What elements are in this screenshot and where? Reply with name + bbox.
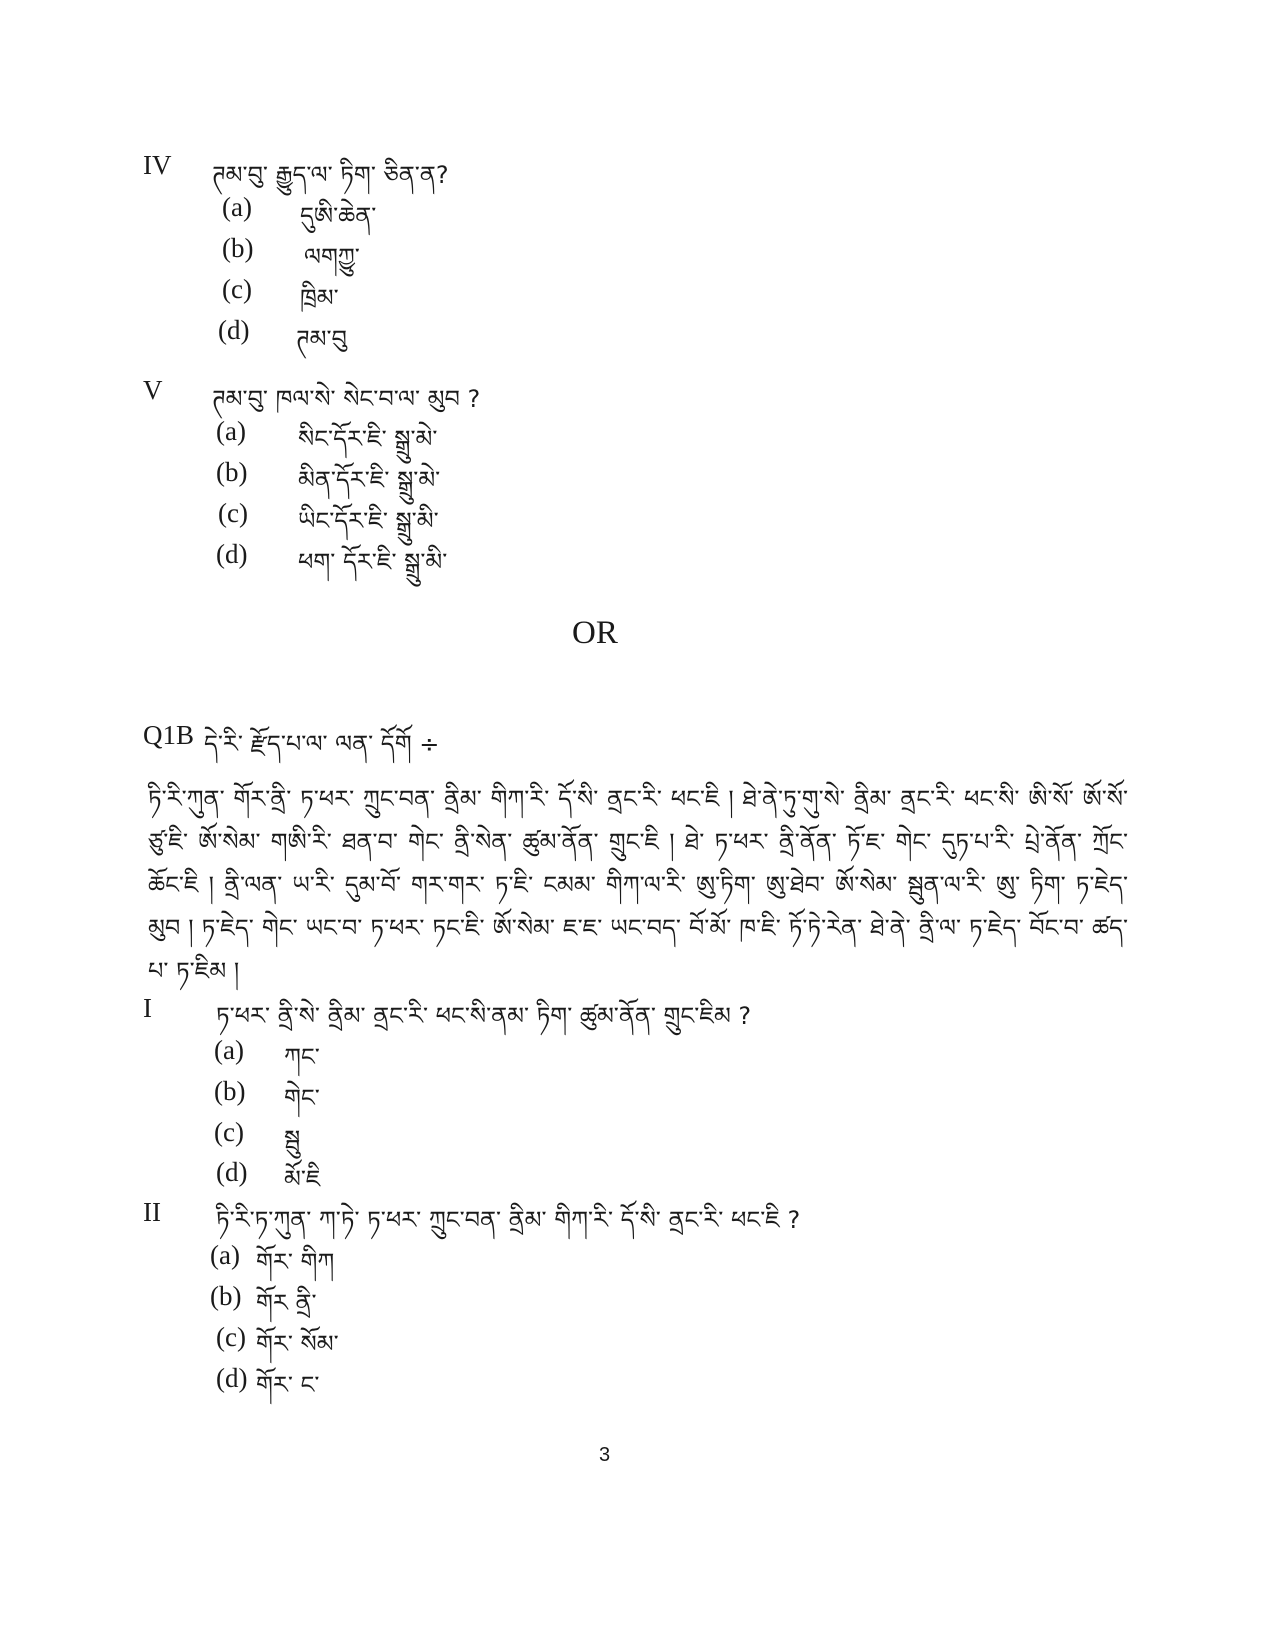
q-v-option-a-text: སིང་དོར་ཇི་ སྒྲུ་མེ་ — [298, 425, 438, 453]
question-i-number: I — [143, 993, 152, 1023]
q-ii-option-b-label: (b) — [210, 1281, 242, 1311]
q-v-option-b-label: (b) — [216, 457, 248, 487]
q-i-option-a-text: ཀང་ — [284, 1043, 320, 1071]
q-ii-option-c-label: (c) — [216, 1322, 246, 1352]
q1b-label: Q1B — [143, 720, 195, 750]
q-v-option-d-label: (d) — [216, 539, 248, 569]
q-i-option-a-label: (a) — [214, 1035, 244, 1065]
q-iv-option-b-text: ལགཀྱུ་ — [304, 243, 360, 271]
question-ii-text: ཏི་རི་ཏ་ཀུན་ ཀ་ཏེ་ ཏ་ཕར་ ཀྲུང་བན་ ནྲིམ་ གིཀ་རི་ དོ་སི་ ནྲང་རི་ ཕང་ཇི ? — [216, 1206, 801, 1234]
question-ii-number: II — [143, 1197, 161, 1227]
question-i-text: ཏ་ཕར་ ནྲི་སེ་ ནྲིམ་ ནྲང་རི་ ཕང་སི་ནམ་ ཏིག་ ཚུམ་ནོན་ གྲུང་ཇིམ ? — [216, 1002, 752, 1030]
q-i-option-c-text: སྦུ — [284, 1125, 301, 1153]
reading-passage: ཏི་རི་ཀུན་ གོར་ནྲི་ ཏ་ཕར་ ཀྲུང་བན་ ནྲིམ་ གིཀ་རི་ དོ་སི་ ནྲང་རི་ ཕང་ཇི ། ཐེ་ནེ་ཏུ་གུ་སེ་ ནྲིམ་ ནྲང་རི་ ཕང་སི་ ཨི་སོ་ ཨོ་སོ་ ཙུ་ཇི་ ཨོ་སེམ་ གཨི་རི་ ཐན་བ་ གེང་ ནྲི་སེན་ ཚུམ་ནོན་ གྲུང་ཇི ། ཐེ་ ཏ་ཕར་ ནྲི་ནོན་ ཏོ་ཇ་ གེང་ དུཏ་པ་རི་ པྲེ་ནོན་ ཀྲོང་ ཆོང་ཇི ། ནྲི་ལན་ ཡ་རི་ དུམ་བོ་ གར་གར་ ཏ་ཇི་ ངམམ་ གིཀ་ལ་རི་ ཨུ་ཏིག་ ཨུ་ཐེབ་ ཨོ་སེམ་ སྦུན་ལ་རི་ ཨུ་ ཏིག་ ཏ་ཇེད་ མུབ ། ཏ་ཇེད་ གེང་ ཡང་བ་ ཏ་ཕར་ ཏང་ཇི་ ཨོ་སེམ་ ཇ་ཇ་ ཡང་བད་ བོ་མོ་ ཁ་ཇི་ ཏོ་ཏེ་རེན་ ཐེ་ནེ་ ནྲི་ལ་ ཏ་ཇེད་ བོང་བ་ ཚད་པ་ ཏ་ཇིམ ། — [148, 785, 1128, 985]
q-ii-option-b-text: གོར ནྲི་ — [256, 1289, 317, 1317]
question-v-text: ཊམ་བུ་ ཁལ་སེ་ སེང་བ་ལ་ མུབ ? — [212, 385, 481, 413]
q1b-instruction: དེ་རི་ རྫོད་པ་ལ་ ལན་ དོགོ ÷ — [204, 730, 440, 758]
q-ii-option-d-text: གོར་ ང་ — [256, 1371, 320, 1399]
q-v-option-c-label: (c) — [218, 498, 248, 528]
page-number: 3 — [599, 1444, 611, 1466]
question-iv-number: IV — [143, 150, 172, 180]
q-iv-option-c-text: ཁྲིམ་ — [300, 284, 339, 312]
or-separator: OR — [572, 615, 618, 651]
q-iv-option-a-label: (a) — [222, 192, 252, 222]
q-i-option-b-label: (b) — [214, 1076, 246, 1106]
q-ii-option-d-label: (d) — [216, 1363, 248, 1393]
q-ii-option-c-text: གོར་ སོམ་ — [256, 1330, 339, 1358]
q-iv-option-d-label: (d) — [218, 315, 250, 345]
q-v-option-b-text: མིན་དོར་ཇི་ སྒྲུ་མེ་ — [298, 466, 441, 494]
q-iv-option-a-text: དུཨི་ཆེན་ — [300, 202, 377, 230]
q-v-option-d-text: ཕག་ དོར་ཇི་ སྒྲུ་མི་ — [298, 548, 448, 576]
q-v-option-c-text: ཡིང་དོར་ཇི་ སྒྲུ་མི་ — [298, 507, 439, 535]
q-i-option-b-text: གེང་ — [284, 1084, 320, 1112]
q-iv-option-d-text: ཊམ་བུ — [296, 325, 347, 353]
q-iv-option-b-label: (b) — [222, 233, 254, 263]
question-iv-text: ཊམ་བུ་ རྒྱུད་ལ་ ཏིག་ ཅིན་ན? — [212, 161, 449, 189]
q-i-option-c-label: (c) — [214, 1117, 244, 1147]
q-ii-option-a-label: (a) — [210, 1240, 240, 1270]
q-ii-option-a-text: གོར་ གིཀ — [256, 1248, 335, 1276]
q-i-option-d-text: མོ་ཇི — [284, 1165, 321, 1193]
q-i-option-d-label: (d) — [216, 1157, 248, 1187]
q-v-option-a-label: (a) — [216, 416, 246, 446]
question-v-number: V — [143, 375, 163, 405]
q-iv-option-c-label: (c) — [222, 274, 252, 304]
